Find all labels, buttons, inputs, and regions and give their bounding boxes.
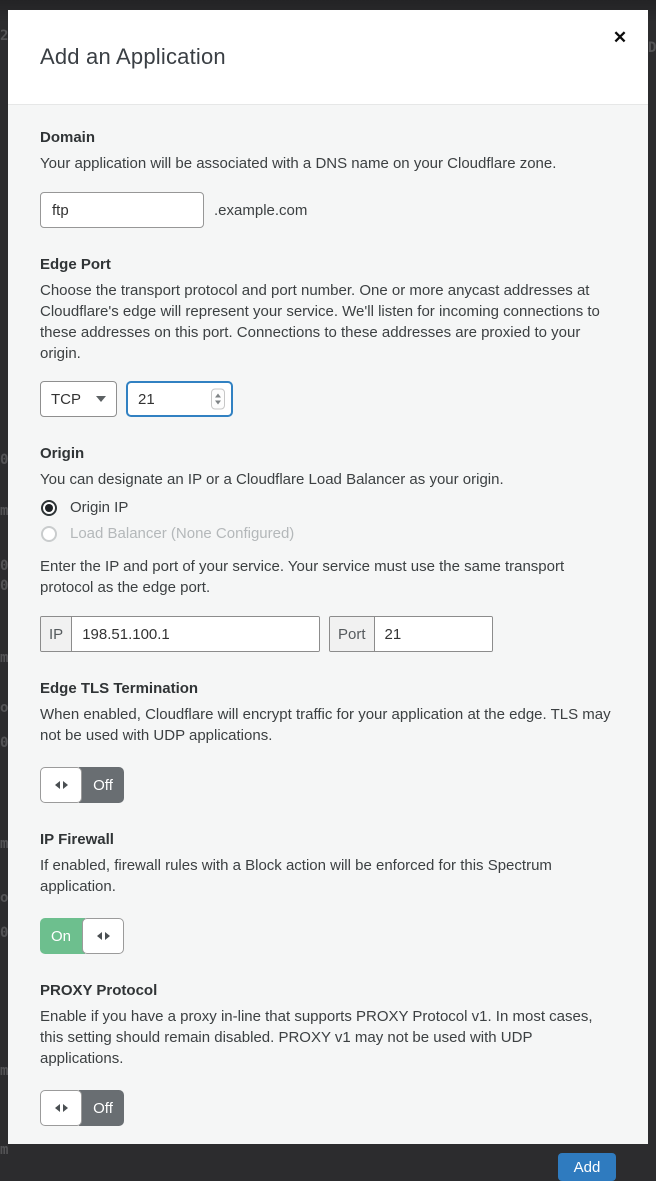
background-glyph: m xyxy=(0,836,9,852)
add-button[interactable]: Add xyxy=(558,1153,616,1181)
add-application-modal xyxy=(8,10,648,1176)
radio-row-origin-ip xyxy=(40,499,616,516)
ip-firewall-toggle[interactable] xyxy=(40,918,124,954)
radio-origin-ip-label: Origin IP xyxy=(70,499,129,516)
edge-tls-toggle-state: Off xyxy=(79,767,124,803)
section-origin xyxy=(40,444,616,652)
edge-tls-heading: Edge TLS Termination xyxy=(40,680,199,697)
edge-port-description: Choose the transport protocol and port number. One or more anycast addresses at Cloudflare's edge will represent your service. We'll listen for incoming connections to these addresses on this port. Connections to these addresses are proxied to your origin. xyxy=(40,282,600,362)
origin-heading: Origin xyxy=(40,445,85,462)
domain-heading: Domain xyxy=(40,129,96,146)
background-glyph: o xyxy=(0,890,9,906)
background-glyph: 0 xyxy=(0,452,9,468)
proxy-protocol-description: Enable if you have a proxy in-line that supports PROXY Protocol v1. In most cases, this setting should remain disabled. PROXY v1 may not be used with UDP applications. xyxy=(40,1008,593,1067)
section-edge-tls xyxy=(40,679,616,803)
toggle-handle-arrows-icon xyxy=(40,1090,82,1126)
radio-load-balancer xyxy=(41,526,57,542)
section-domain xyxy=(40,128,616,228)
background-glyph: 0 xyxy=(0,578,9,594)
background-glyph: o xyxy=(0,700,9,716)
radio-row-load-balancer xyxy=(40,525,616,542)
background-glyph: 0 xyxy=(0,558,9,574)
edge-port-heading: Edge Port xyxy=(40,256,111,273)
proxy-protocol-heading: PROXY Protocol xyxy=(40,982,158,999)
edge-tls-toggle[interactable] xyxy=(40,767,124,803)
close-icon[interactable]: ✕ xyxy=(606,24,634,52)
origin-port-prefix-label: Port xyxy=(330,617,375,651)
section-proxy-protocol xyxy=(40,981,616,1126)
ip-firewall-description: If enabled, firewall rules with a Block action will be enforced for this Spectrum application. xyxy=(40,857,552,895)
number-stepper-icon[interactable] xyxy=(211,389,225,410)
section-ip-firewall xyxy=(40,830,616,954)
origin-port-input[interactable] xyxy=(375,617,492,651)
zone-suffix-label: .example.com xyxy=(214,201,308,219)
modal-body xyxy=(8,105,648,1181)
chevron-down-icon xyxy=(96,396,106,402)
origin-description: You can designate an IP or a Cloudflare Load Balancer as your origin. xyxy=(40,471,504,488)
section-edge-port xyxy=(40,255,616,417)
protocol-select[interactable] xyxy=(40,381,117,417)
origin-ip-input[interactable] xyxy=(72,617,319,651)
origin-ip-description: Enter the IP and port of your service. Your service must use the same transport protocol as the edge port. xyxy=(40,558,565,596)
background-glyph: 2 xyxy=(0,28,9,44)
background-glyph: 0 xyxy=(0,925,9,941)
radio-origin-ip[interactable] xyxy=(41,500,57,516)
modal-header xyxy=(8,10,648,105)
edge-tls-description: When enabled, Cloudflare will encrypt traffic for your application at the edge. TLS may not be used with UDP applications. xyxy=(40,706,611,744)
origin-port-group xyxy=(329,616,493,652)
origin-ip-prefix-label: IP xyxy=(41,617,72,651)
ip-firewall-heading: IP Firewall xyxy=(40,831,114,848)
background-glyph: m xyxy=(0,503,9,519)
ip-firewall-toggle-state: On xyxy=(40,918,85,954)
toggle-handle-arrows-icon xyxy=(82,918,124,954)
modal-title: Add an Application xyxy=(40,44,226,69)
background-glyph: m xyxy=(0,650,9,666)
background-glyph: m xyxy=(0,1063,9,1079)
background-glyph: m xyxy=(0,1142,9,1158)
background-glyph: 0 xyxy=(0,735,9,751)
subdomain-input[interactable] xyxy=(40,192,204,228)
protocol-select-value: TCP xyxy=(51,390,81,408)
proxy-protocol-toggle-state: Off xyxy=(79,1090,124,1126)
domain-description: Your application will be associated with a DNS name on your Cloudflare zone. xyxy=(40,155,557,172)
proxy-protocol-toggle[interactable] xyxy=(40,1090,124,1126)
background-glyph: D xyxy=(648,40,656,56)
radio-load-balancer-label: Load Balancer (None Configured) xyxy=(70,525,295,542)
toggle-handle-arrows-icon xyxy=(40,767,82,803)
origin-ip-group xyxy=(40,616,320,652)
